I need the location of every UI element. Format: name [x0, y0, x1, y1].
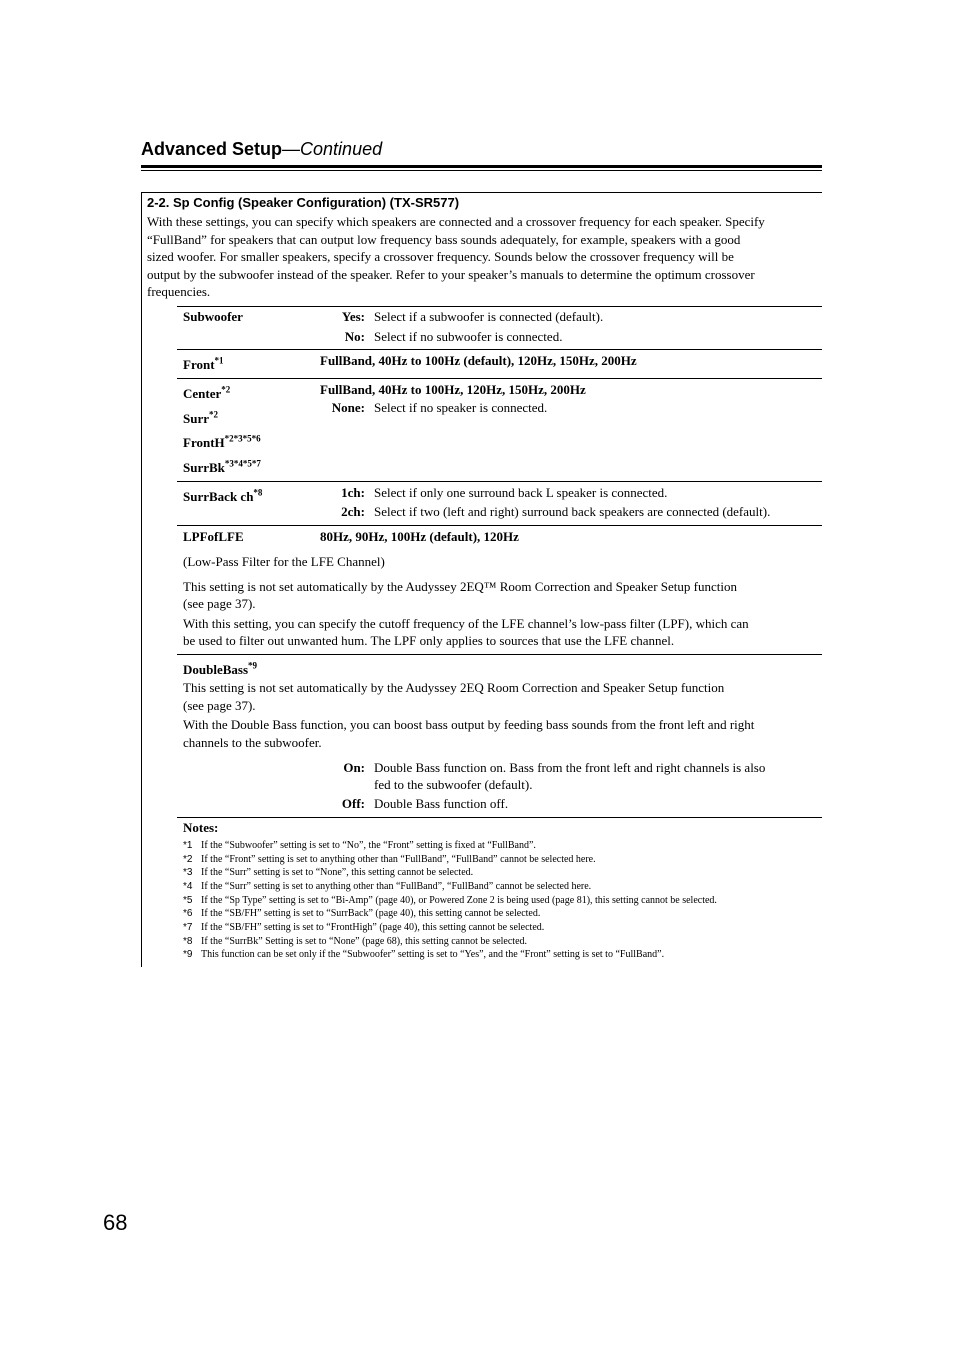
page-title-continued: —Continued — [282, 139, 383, 159]
paragraph-line: channels to the subwoofer. — [183, 735, 322, 750]
footnote-ref: *1 — [214, 355, 224, 366]
footnote-ref: *8 — [253, 487, 263, 498]
paragraph-line: be used to filter out unwanted hum. The LPF only applies to sources that use the LFE channel. — [183, 633, 675, 648]
option-key: Off: — [341, 796, 365, 811]
intro-line: output by the subwoofer instead of the speaker. Refer to your speaker’s manuals to determine the optimum crossover — [147, 266, 755, 282]
setting-doublebass-label — [183, 661, 257, 678]
intro-line: sized woofer. For smaller speakers, specify a crossover frequency. Sounds below the crossover frequency will be — [147, 249, 734, 264]
option-desc: fed to the subwoofer (default). — [374, 777, 533, 792]
note-text: If the “Front” setting is set to anything other than “FullBand”, “FullBand” cannot be selected here. — [201, 854, 596, 865]
note-number: *9 — [183, 949, 193, 960]
setting-name: Center — [183, 386, 222, 401]
note-number: *7 — [183, 922, 193, 933]
setting-surrbk-label — [183, 459, 261, 476]
setting-name: Front — [183, 357, 215, 372]
setting-fronth-label — [183, 434, 261, 451]
page-number: 68 — [103, 1210, 128, 1235]
section-top-border — [141, 192, 822, 193]
paragraph-line: This setting is not set automatically by the Audyssey 2EQ Room Correction and Speaker Setup function — [183, 680, 725, 695]
setting-name: Surr — [183, 411, 209, 426]
note-text: If the “Subwoofer” setting is set to “No”, the “Front” setting is fixed at “FullBand”. — [201, 840, 536, 851]
page-header — [141, 139, 821, 160]
row-divider — [177, 817, 822, 818]
setting-surrback-ch-label — [183, 488, 262, 505]
paragraph-line: With this setting, you can specify the cutoff frequency of the LFE channel’s low-pass filter (LPF), which can — [183, 616, 749, 631]
note-text: If the “Surr” setting is set to anything other than “FullBand”, “FullBand” cannot be selected here. — [201, 881, 592, 892]
setting-name: SurrBk — [183, 460, 225, 475]
setting-name: FrontH — [183, 435, 225, 450]
note-item — [183, 907, 540, 920]
row-divider — [177, 349, 822, 350]
paragraph-line: This setting is not set automatically by the Audyssey 2EQ™ Room Correction and Speaker Setup function — [183, 579, 737, 594]
setting-subwoofer-label: Subwoofer — [183, 309, 243, 324]
setting-center-label — [183, 385, 230, 402]
note-text: If the “Surr” setting is set to “None”, this setting cannot be selected. — [201, 867, 474, 878]
footnote-ref: *9 — [248, 660, 258, 671]
section-left-border — [141, 192, 142, 967]
note-number: *2 — [183, 854, 193, 865]
section-title: 2-2. Sp Config (Speaker Configuration) (TX-SR577) — [147, 195, 460, 210]
note-text: If the “Sp Type” setting is set to “Bi-Amp” (page 40), or Powered Zone 2 is being used (page 81), this setting cannot be selected. — [201, 895, 717, 906]
note-text: If the “SurrBk” Setting is set to “None” (page 68), this setting cannot be selected. — [201, 936, 528, 947]
note-item — [183, 948, 664, 961]
option-desc: Double Bass function off. — [374, 796, 509, 811]
setting-lpfoflfe-subtitle: (Low-Pass Filter for the LFE Channel) — [183, 554, 385, 569]
setting-front-label — [183, 356, 224, 373]
note-text: If the “SB/FH” setting is set to “FrontHigh” (page 40), this setting cannot be selected. — [201, 922, 545, 933]
option-desc: Select if a subwoofer is connected (default). — [374, 309, 604, 324]
row-divider — [177, 378, 822, 379]
header-rule-thin — [141, 170, 822, 171]
paragraph-line: With the Double Bass function, you can boost bass output by feeding bass sounds from the front left and right — [183, 717, 755, 732]
notes-title: Notes: — [183, 820, 219, 835]
option-key: No: — [344, 329, 365, 344]
note-text: This function can be set only if the “Subwoofer” setting is set to “Yes”, and the “Front” setting is set to “FullBand”. — [201, 949, 665, 960]
intro-line: With these settings, you can specify which speakers are connected and a crossover frequency for each speaker. Specify — [147, 214, 765, 229]
note-item — [183, 880, 591, 893]
footnote-ref: *2 — [221, 384, 231, 395]
note-number: *8 — [183, 936, 193, 947]
header-rule-thick — [141, 165, 822, 168]
note-number: *4 — [183, 881, 193, 892]
footnote-ref: *2 — [209, 409, 218, 420]
row-divider — [177, 481, 822, 482]
setting-surr-label — [183, 410, 218, 427]
option-desc: Select if no subwoofer is connected. — [374, 329, 563, 344]
note-item — [183, 839, 536, 852]
note-number: *1 — [183, 840, 193, 851]
setting-center-values: FullBand, 40Hz to 100Hz, 120Hz, 150Hz, 200Hz — [320, 382, 586, 397]
setting-lpfoflfe-label: LPFofLFE — [183, 529, 244, 544]
option-desc: Double Bass function on. Bass from the front left and right channels is also — [374, 760, 766, 775]
note-number: *5 — [183, 895, 193, 906]
option-key: 2ch: — [341, 504, 365, 519]
row-divider — [177, 654, 822, 655]
option-desc: Select if no speaker is connected. — [374, 400, 548, 415]
setting-lpfoflfe-values: 80Hz, 90Hz, 100Hz (default), 120Hz — [320, 529, 519, 544]
paragraph-line: (see page 37). — [183, 596, 256, 611]
setting-name: DoubleBass — [183, 662, 249, 677]
footnote-ref: *2*3*5*6 — [224, 433, 261, 444]
option-key: 1ch: — [341, 485, 365, 500]
note-number: *6 — [183, 908, 193, 919]
option-key: None: — [331, 400, 365, 415]
intro-line: frequencies. — [147, 284, 211, 299]
note-item — [183, 866, 473, 879]
page-title: Advanced Setup — [141, 139, 283, 159]
row-divider — [177, 306, 822, 307]
row-divider — [177, 525, 822, 526]
note-number: *3 — [183, 867, 193, 878]
footnote-ref: *3*4*5*7 — [224, 458, 261, 469]
setting-front-values: FullBand, 40Hz to 100Hz (default), 120Hz, 150Hz, 200Hz — [320, 353, 637, 368]
note-item — [183, 935, 527, 948]
option-desc: Select if two (left and right) surround back speakers are connected (default). — [374, 504, 771, 519]
option-desc: Select if only one surround back L speaker is connected. — [374, 485, 668, 500]
note-item — [183, 853, 596, 866]
option-key: On: — [343, 760, 365, 775]
intro-line: “FullBand” for speakers that can output low frequency bass sounds adequately, for example, speakers with a good — [147, 231, 741, 247]
note-item — [183, 921, 544, 934]
note-item — [183, 894, 717, 907]
setting-name: SurrBack ch — [183, 489, 254, 504]
section-intro — [147, 213, 819, 301]
option-key: Yes: — [341, 309, 365, 324]
note-text: If the “SB/FH” setting is set to “SurrBack” (page 40), this setting cannot be selected. — [201, 908, 541, 919]
paragraph-line: (see page 37). — [183, 698, 256, 713]
